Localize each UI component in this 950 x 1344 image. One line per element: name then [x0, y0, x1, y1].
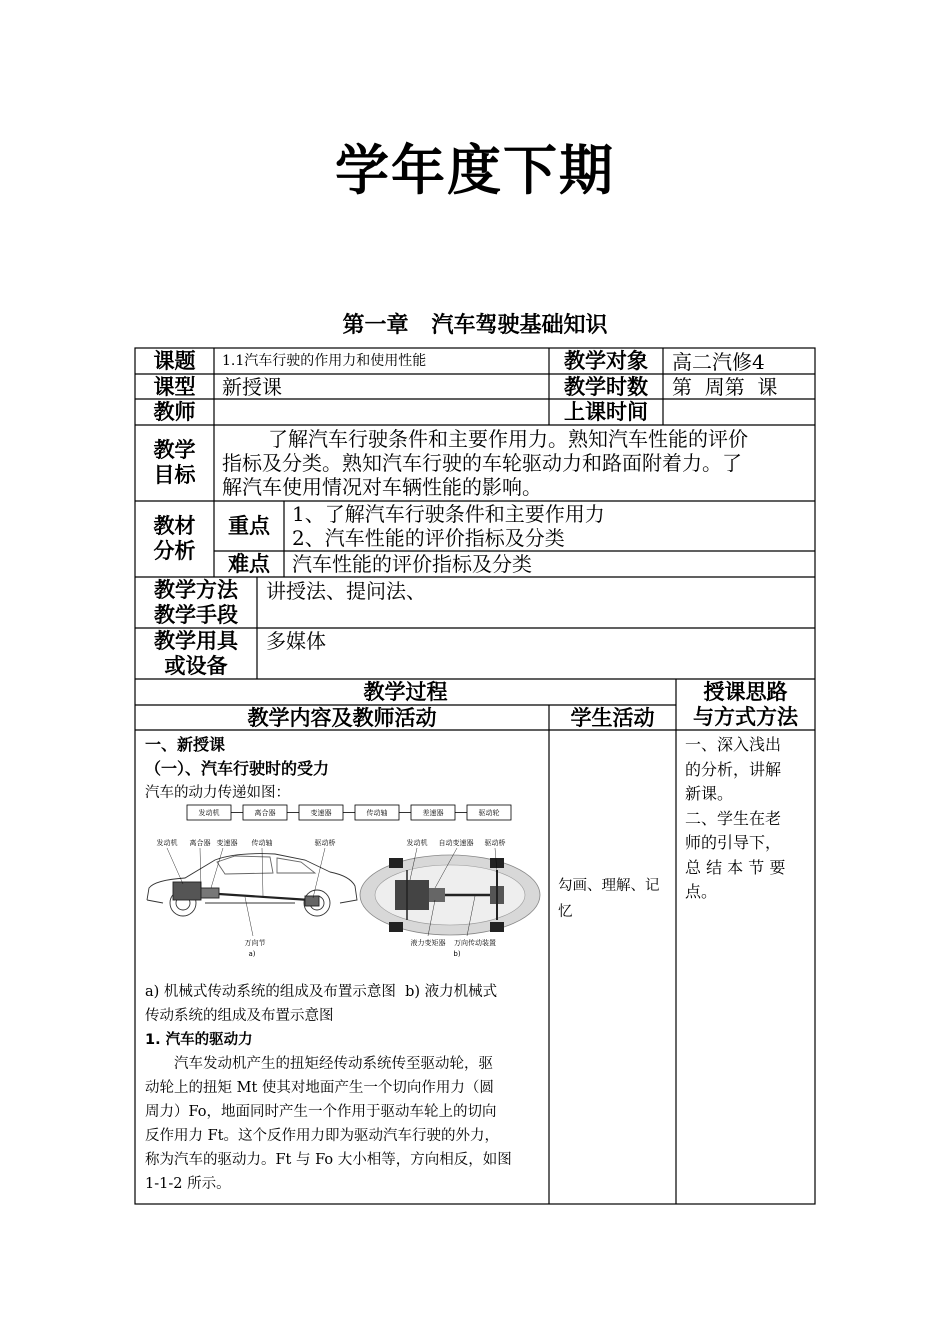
drive-force-line1: 汽车发动机产生的扭矩经传动系统传至驱动轮，驱 — [174, 1056, 493, 1072]
car-b-label-4: 万向传动装置 — [454, 939, 496, 947]
figure-caption-line2: 传动系统的组成及布置示意图 — [145, 1008, 334, 1024]
audience-value: 高二汽修4 — [672, 350, 765, 374]
goals-label — [135, 438, 214, 488]
flow-label-4: 差速器 — [422, 809, 444, 817]
class-time-label: 上课时间 — [564, 400, 648, 424]
car-a-label-4: 驱动桥 — [314, 839, 336, 847]
flow-label-3: 传动轴 — [366, 809, 388, 817]
approach-header-line2: 与方式方法 — [693, 705, 798, 729]
car-a-label-2: 变速器 — [216, 839, 238, 847]
car-a-label-3: 传动轴 — [251, 839, 273, 847]
analysis-label-line2: 分析 — [153, 539, 196, 563]
car-side-view-illustration — [147, 854, 357, 916]
equipment-value: 多媒体 — [266, 629, 326, 653]
hours-value: 第 周第 课 — [672, 375, 778, 399]
car-a-caption-letter: a) — [248, 950, 256, 958]
intro-text: 汽车的动力传递如图： — [145, 785, 290, 801]
type-value: 新授课 — [222, 375, 282, 399]
teacher-label: 教师 — [153, 400, 196, 424]
content-column-header: 教学内容及教师活动 — [247, 706, 437, 730]
drive-force-line3: 周力）Fo，地面同时产生一个作用于驱动车轮上的切向 — [145, 1104, 497, 1120]
teaching-approach — [685, 733, 807, 905]
goals-text — [222, 427, 812, 499]
approach-line2: 的分析，讲解 — [685, 759, 782, 779]
goals-line2: 指标及分类。熟知汽车行驶的车轮驱动力和路面附着力。了 — [222, 451, 742, 475]
car-a-label-0: 发动机 — [156, 839, 178, 847]
key-points — [292, 502, 812, 550]
flow-label-0: 发动机 — [198, 809, 220, 817]
flow-label-1: 离合器 — [254, 809, 276, 817]
approach-line5: 师的引导下， — [685, 833, 782, 852]
key-points-label: 重点 — [228, 514, 270, 538]
approach-line7: 点。 — [685, 882, 718, 901]
drive-force-line6: 1-1-2 所示。 — [145, 1176, 231, 1192]
document-title: 学年度下期 — [335, 139, 615, 202]
method-label-line2: 教学手段 — [154, 603, 238, 627]
lesson-content-continued — [145, 980, 545, 1196]
goals-label-line2: 目标 — [153, 463, 196, 487]
type-label: 课型 — [153, 375, 196, 399]
drive-force-line5: 称为汽车的驱动力。Ft 与 Fo 大小相等，方向相反，如图 — [145, 1152, 512, 1168]
approach-line6: 总 结 本 节 要 — [685, 857, 786, 877]
key-point-1: 1、了解汽车行驶条件和主要作用力 — [292, 502, 605, 526]
goals-line3: 解汽车使用情况对车辆性能的影响。 — [222, 475, 542, 499]
subsection-heading: （一）、汽车行驶时的受力 — [145, 759, 330, 778]
car-b-label-0: 发动机 — [406, 839, 428, 847]
analysis-label-line1: 教材 — [153, 514, 196, 538]
power-transmission-diagram — [145, 800, 545, 975]
car-a-label-5: 万向节 — [244, 939, 266, 947]
flow-chart — [187, 805, 511, 820]
method-label-line1: 教学方法 — [154, 578, 238, 602]
car-a-label-1: 离合器 — [189, 839, 211, 847]
method-label — [135, 578, 257, 628]
car-b-caption-letter: b) — [453, 950, 461, 958]
hours-label: 教学时数 — [564, 375, 648, 399]
student-activity: 勾画、理解、记忆 — [558, 878, 660, 920]
drive-force-line2: 动轮上的扭矩 Mt 使其对地面产生一个切向作用力（圆 — [145, 1080, 494, 1096]
audience-label: 教学对象 — [564, 349, 648, 373]
drive-force-line4: 反作用力 Ft。这个反作用力即为驱动汽车行驶的外力， — [145, 1128, 499, 1144]
figure-caption-line1: a) 机械式传动系统的组成及布置示意图 b) 液力机械式 — [145, 984, 498, 1000]
section-heading: 一、新授课 — [145, 735, 226, 754]
approach-line1: 一、深入浅出 — [685, 735, 782, 754]
approach-line4: 二、学生在老 — [685, 808, 782, 828]
goals-line1: 了解汽车行驶条件和主要作用力。熟知汽车性能的评价 — [268, 427, 748, 451]
lesson-content — [145, 733, 545, 805]
approach-header-line1: 授课思路 — [703, 680, 788, 704]
analysis-label — [135, 514, 214, 564]
goals-label-line1: 教学 — [153, 438, 196, 462]
process-title: 教学过程 — [363, 680, 448, 704]
car-top-view-illustration — [360, 855, 540, 935]
car-b-label-3: 液力变矩器 — [410, 939, 446, 947]
equipment-label — [135, 629, 257, 679]
approach-line3: 新课。 — [685, 784, 734, 803]
flow-label-2: 变速器 — [310, 809, 332, 817]
equipment-label-line2: 或设备 — [164, 654, 228, 678]
drive-force-heading: 1. 汽车的驱动力 — [145, 1032, 253, 1048]
approach-column-header — [676, 680, 815, 730]
student-column-header: 学生活动 — [570, 706, 655, 730]
chapter-title: 第一章 汽车驾驶基础知识 — [342, 312, 608, 338]
equipment-label-line1: 教学用具 — [154, 629, 238, 653]
difficult-points-label: 难点 — [228, 552, 270, 576]
car-b-label-1: 自动变速器 — [438, 839, 474, 847]
method-value: 讲授法、提问法、 — [266, 579, 426, 603]
lesson-label: 课题 — [153, 349, 196, 373]
car-b-label-2: 驱动桥 — [484, 839, 506, 847]
flow-label-5: 驱动轮 — [478, 809, 500, 817]
key-point-2: 2、汽车性能的评价指标及分类 — [292, 526, 565, 550]
difficult-points-value: 汽车性能的评价指标及分类 — [292, 552, 532, 576]
lesson-value: 1.1汽车行驶的作用力和使用性能 — [222, 353, 427, 369]
